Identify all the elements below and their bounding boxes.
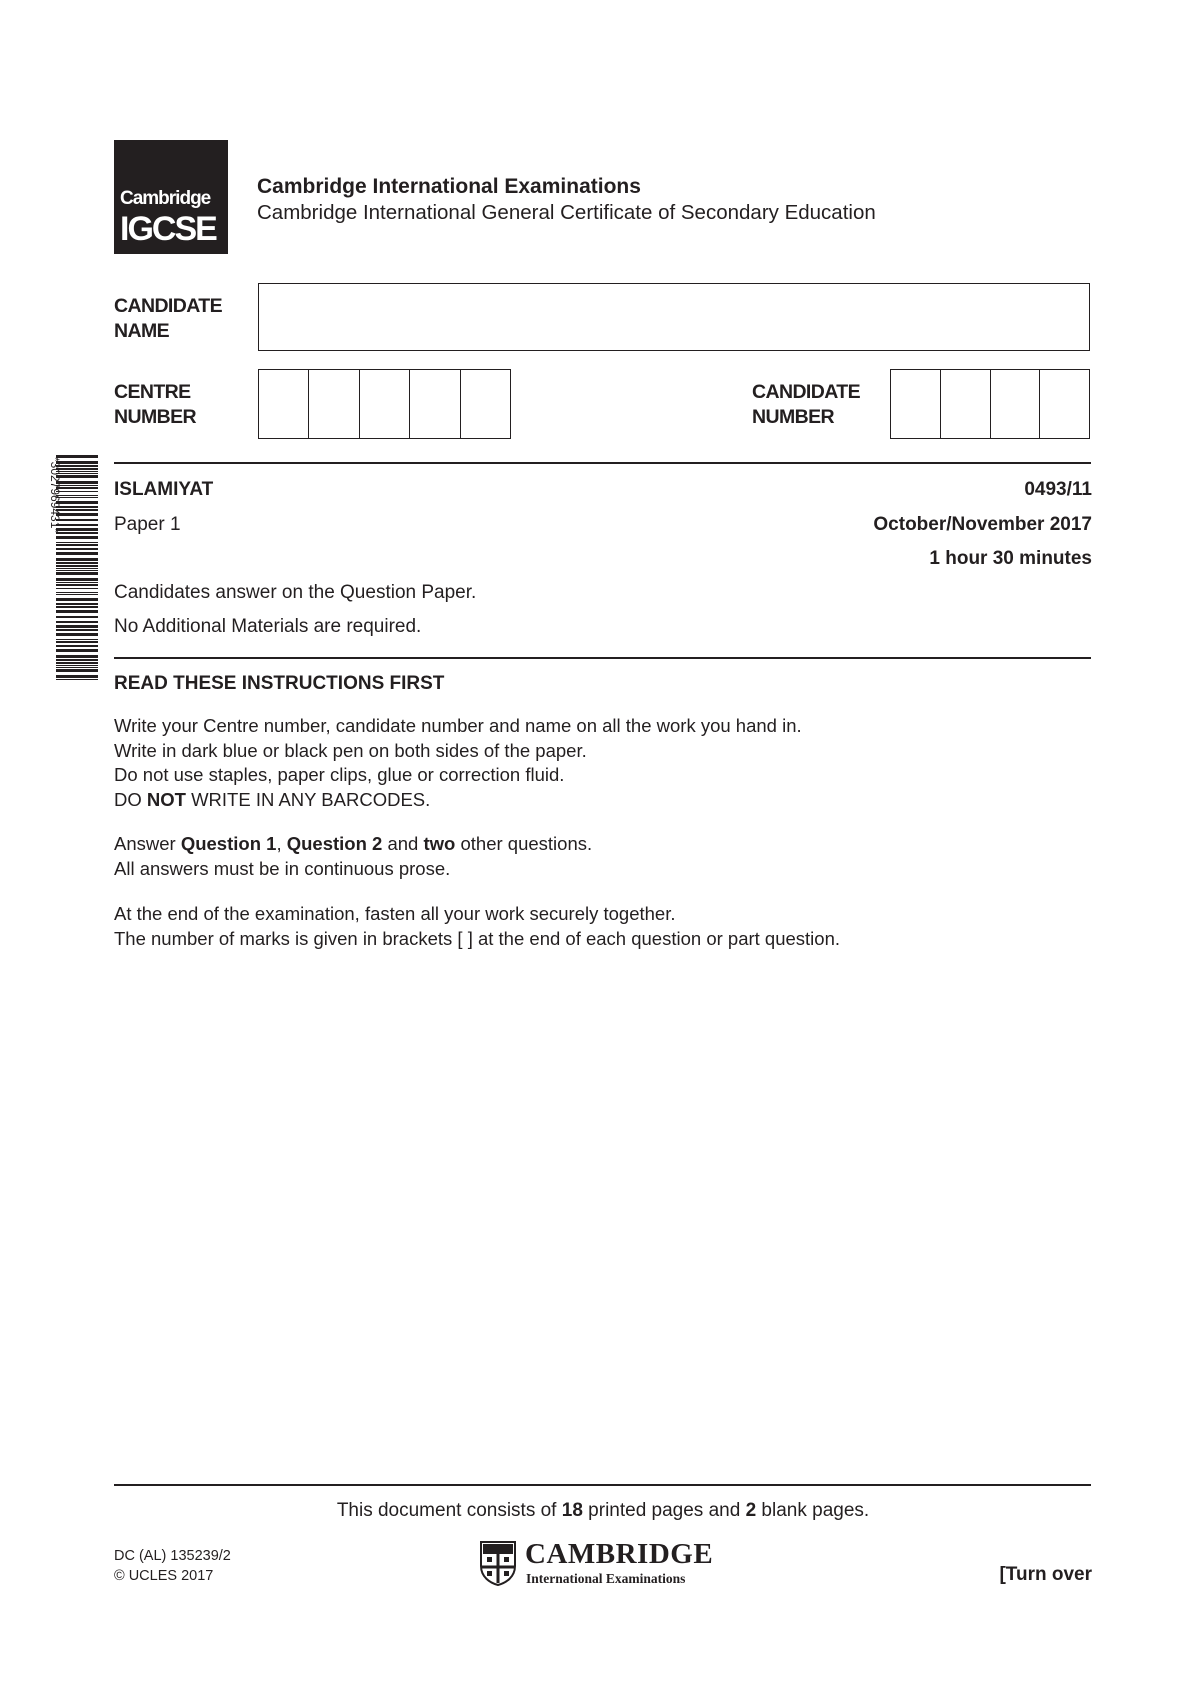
- barcode-bar: [56, 633, 98, 636]
- barcode-bar: [56, 542, 98, 543]
- candidate-number-label-line1: CANDIDATE: [752, 381, 860, 403]
- candidate-name-label-line1: CANDIDATE: [114, 295, 222, 317]
- materials-line-1: Candidates answer on the Question Paper.: [114, 582, 477, 603]
- barcode-bar: [56, 665, 98, 666]
- barcode-bar: [56, 578, 98, 581]
- instruction-line: The number of marks is given in brackets [ ] at the end of each question or part question.: [114, 927, 841, 949]
- qualification: Cambridge International General Certificate of Secondary Education: [257, 201, 876, 224]
- barcode-bar: [56, 594, 98, 595]
- cambridge-footer-logo: [479, 1538, 739, 1588]
- barcode-bar: [56, 572, 98, 575]
- barcode-bar: [56, 536, 98, 539]
- barcode-bar: [56, 639, 98, 640]
- instruction-line: All answers must be in continuous prose.: [114, 857, 451, 879]
- candidate-digit-box-3[interactable]: [991, 370, 1041, 438]
- instruction-line: [114, 832, 592, 857]
- barcode-bar: [56, 659, 98, 661]
- barcode-bar: [56, 598, 98, 601]
- logo-bottom-text: IGCSE: [120, 210, 216, 248]
- text-span: WRITE IN ANY BARCODES.: [185, 788, 431, 810]
- text-span: Answer: [114, 833, 181, 854]
- barcode-bar: [56, 649, 98, 652]
- footer-logo-sub: International Examinations: [526, 1571, 686, 1586]
- text-span: other questions.: [455, 833, 593, 854]
- barcode-bar: [56, 669, 98, 672]
- centre-number-label-line2: NUMBER: [114, 406, 196, 428]
- divider-top: [114, 462, 1091, 464]
- emphasis: Question 2: [286, 833, 383, 854]
- doc-code: DC (AL) 135239/2: [114, 1548, 231, 1564]
- cambridge-igcse-logo: [114, 140, 228, 254]
- barcode-bar: [56, 584, 98, 586]
- centre-digit-box-4[interactable]: [410, 370, 460, 438]
- instruction-line: Write in dark blue or black pen on both sides of the paper.: [114, 739, 587, 761]
- barcode-bar: [56, 558, 98, 561]
- barcode-bar: [56, 606, 98, 608]
- candidate-name-field[interactable]: [258, 283, 1090, 351]
- text-span: printed pages and: [582, 1500, 746, 1521]
- exam-board: Cambridge International Examinations: [257, 175, 641, 198]
- barcode-bar: [56, 610, 98, 613]
- centre-number-label: [114, 380, 196, 430]
- candidate-number-label-line2: NUMBER: [752, 406, 834, 428]
- barcode-bar: [56, 655, 98, 658]
- copyright: © UCLES 2017: [114, 1568, 214, 1584]
- page-count: [0, 1500, 1200, 1522]
- centre-digit-box-2[interactable]: [309, 370, 359, 438]
- candidate-name-label: [114, 294, 222, 344]
- barcode-bar: [56, 675, 98, 678]
- document-codes: [114, 1546, 231, 1586]
- barcode: [42, 455, 98, 683]
- text-span: DO: [114, 788, 147, 810]
- barcode-bar: [56, 552, 98, 555]
- subject: ISLAMIYAT: [114, 479, 214, 500]
- turn-over: [Turn over: [999, 1564, 1092, 1585]
- barcode-bar: [56, 562, 98, 564]
- centre-number-field[interactable]: [258, 369, 511, 439]
- instruction-line: At the end of the examination, fasten all your work securely together.: [114, 903, 676, 924]
- text-span: and: [382, 833, 424, 854]
- instruction-line: Write your Centre number, candidate number and name on all the work you hand in.: [114, 715, 802, 736]
- printed-pages: 18: [561, 1500, 583, 1521]
- emphasis: Question 1: [180, 833, 277, 854]
- candidate-number-field[interactable]: [890, 369, 1090, 439]
- emphasis: NOT: [146, 788, 186, 810]
- barcode-bar: [56, 565, 98, 567]
- barcode-bar: [56, 548, 98, 550]
- barcode-bar: [56, 629, 98, 631]
- barcode-bar: [56, 544, 98, 546]
- crest-icon: [479, 1540, 517, 1586]
- text-span: This document consists of: [336, 1500, 562, 1521]
- barcode-bar: [56, 592, 98, 593]
- candidate-digit-box-4[interactable]: [1040, 370, 1089, 438]
- barcode-bar: [56, 603, 98, 605]
- emphasis: two: [423, 833, 456, 854]
- barcode-bar: [56, 645, 98, 647]
- materials-line-2: No Additional Materials are required.: [114, 616, 422, 637]
- barcode-digits: *3027969431*: [48, 457, 62, 534]
- paper-number: Paper 1: [114, 514, 181, 535]
- barcode-bar: [56, 641, 98, 643]
- instruction-line: [114, 788, 802, 813]
- barcode-bar: [56, 568, 98, 569]
- barcode-bar: [56, 679, 98, 680]
- instructions-heading: READ THESE INSTRUCTIONS FIRST: [114, 673, 445, 694]
- divider-footer: [114, 1484, 1091, 1486]
- instructions-block-3: [114, 902, 840, 951]
- logo-top-text: Cambridge: [120, 188, 211, 209]
- barcode-bar: [56, 616, 98, 618]
- paper-code: 0493/11: [1024, 479, 1092, 500]
- candidate-name-label-line2: NAME: [114, 320, 170, 342]
- barcode-bar: [56, 625, 98, 628]
- exam-session: October/November 2017: [873, 514, 1092, 535]
- blank-pages: 2: [745, 1500, 757, 1521]
- text-span: ,: [276, 833, 287, 854]
- barcode-bar: [56, 667, 98, 668]
- text-span: blank pages.: [756, 1500, 870, 1521]
- barcode-bar: [56, 621, 98, 623]
- instructions-block-2: [114, 832, 592, 881]
- centre-number-label-line1: CENTRE: [114, 381, 191, 403]
- centre-digit-box-5[interactable]: [461, 370, 510, 438]
- barcode-bar: [56, 570, 98, 571]
- candidate-digit-box-2[interactable]: [941, 370, 991, 438]
- candidate-digit-box-1[interactable]: [891, 370, 941, 438]
- barcode-bar: [56, 582, 98, 583]
- divider-middle: [114, 657, 1091, 659]
- footer-logo-main: CAMBRIDGE: [525, 1538, 714, 1570]
- instruction-line: Do not use staples, paper clips, glue or correction fluid.: [114, 764, 565, 785]
- barcode-bar: [56, 588, 98, 589]
- duration: 1 hour 30 minutes: [929, 548, 1092, 569]
- centre-digit-box-3[interactable]: [360, 370, 410, 438]
- instructions-block-1: [114, 714, 802, 812]
- candidate-number-label: [752, 380, 860, 430]
- barcode-bar: [56, 662, 98, 664]
- centre-digit-box-1[interactable]: [259, 370, 309, 438]
